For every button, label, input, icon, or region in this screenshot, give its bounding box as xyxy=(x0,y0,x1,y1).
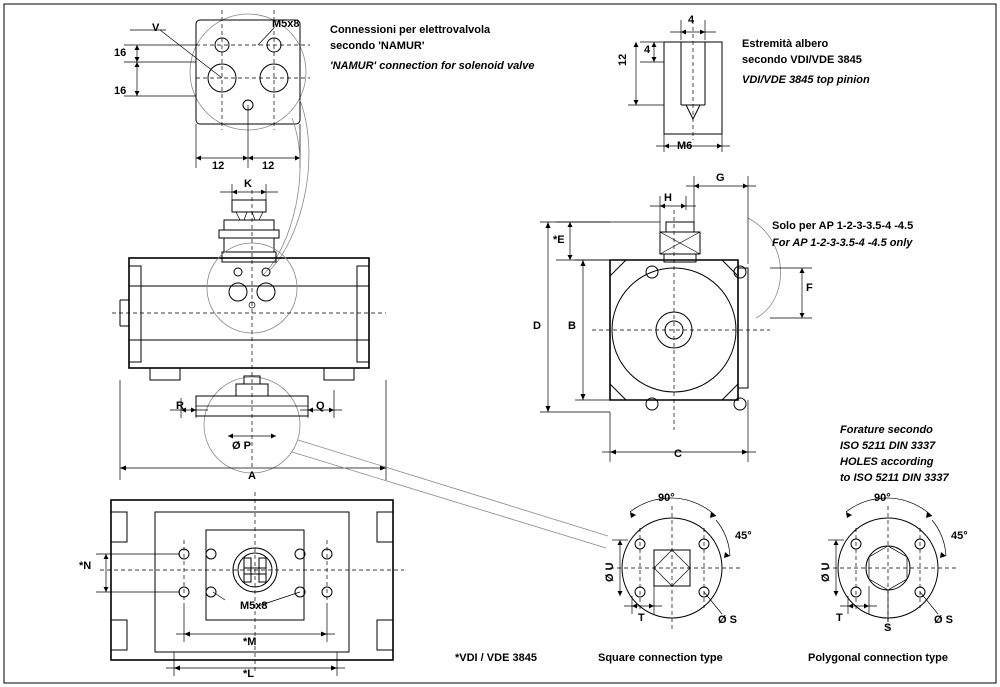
dim-12-b: 12 xyxy=(262,160,275,172)
dim-left-12: 12 xyxy=(617,53,629,66)
dim-n: *N xyxy=(79,560,92,572)
caption-square: Square connection type xyxy=(598,652,723,664)
dim-12-a: 12 xyxy=(212,160,225,172)
dim-q: Q xyxy=(316,400,325,412)
note-namur-it: Connessioni per elettrovalvola xyxy=(330,24,491,36)
footer-vdi: *VDI / VDE 3845 xyxy=(455,652,537,664)
note-shaft-en: VDI/VDE 3845 top pinion xyxy=(742,74,870,86)
side-view xyxy=(540,176,812,462)
dim-h: H xyxy=(664,192,672,204)
dim-square-phi-s: Ø S xyxy=(718,614,737,626)
dim-g: G xyxy=(716,172,725,184)
dim-poly-90: 90° xyxy=(874,492,891,504)
note-holes-it: Forature secondo xyxy=(840,424,933,436)
note-holes-en-2: to ISO 5211 DIN 3337 xyxy=(840,472,949,484)
note-holes-en: HOLES according xyxy=(840,456,934,468)
dim-m5x8-top: M5x8 xyxy=(272,18,300,30)
dim-l: *L xyxy=(243,668,254,680)
dim-poly-phi-s: Ø S xyxy=(934,614,953,626)
front-view xyxy=(112,184,608,548)
caption-polygonal: Polygonal connection type xyxy=(808,652,948,664)
dim-square-phi-u: Ø U xyxy=(604,562,616,582)
dim-16-b: 16 xyxy=(114,85,127,97)
dim-left-4: 4 xyxy=(644,44,651,56)
polygonal-connection-view xyxy=(826,498,956,630)
dim-d: D xyxy=(533,320,541,332)
dim-poly-phi-u: Ø U xyxy=(820,562,832,582)
dim-v: V xyxy=(152,22,160,34)
dim-square-90: 90° xyxy=(658,492,675,504)
square-connection-view xyxy=(610,498,740,630)
note-holes-it-2: ISO 5211 DIN 3337 xyxy=(840,440,936,452)
dim-square-t: T xyxy=(638,612,645,624)
dim-m: *M xyxy=(243,636,257,648)
dim-poly-45: 45° xyxy=(951,530,968,542)
dim-e: *E xyxy=(553,234,565,246)
dim-f: F xyxy=(806,282,813,294)
dim-b: B xyxy=(568,320,576,332)
dim-k: K xyxy=(244,178,252,190)
dim-16-a: 16 xyxy=(114,47,127,59)
note-only-en: For AP 1-2-3-3.5-4 -4.5 only xyxy=(772,237,913,249)
note-namur-en: 'NAMUR' connection for solenoid valve xyxy=(330,60,535,72)
dim-phi-p: Ø P xyxy=(232,440,251,452)
note-namur-it-2: secondo 'NAMUR' xyxy=(330,40,425,52)
note-shaft-it-2: secondo VDI/VDE 3845 xyxy=(742,54,862,66)
dim-a: A xyxy=(248,470,256,482)
dim-m6: M6 xyxy=(677,140,693,152)
note-only-it: Solo per AP 1-2-3-3.5-4 -4.5 xyxy=(772,220,914,232)
sheet-border xyxy=(4,4,996,683)
dim-square-45: 45° xyxy=(735,530,752,542)
namur-detail xyxy=(124,10,310,276)
dim-poly-s: S xyxy=(884,622,892,634)
shaft-end-detail xyxy=(628,20,730,152)
dim-r: R xyxy=(176,400,184,412)
dim-poly-t: T xyxy=(836,612,843,624)
note-shaft-it: Estremità albero xyxy=(742,38,829,50)
dim-m5x8-bottom: M5x8 xyxy=(240,600,268,612)
dim-c: C xyxy=(674,448,682,460)
dim-top-4: 4 xyxy=(688,14,695,26)
